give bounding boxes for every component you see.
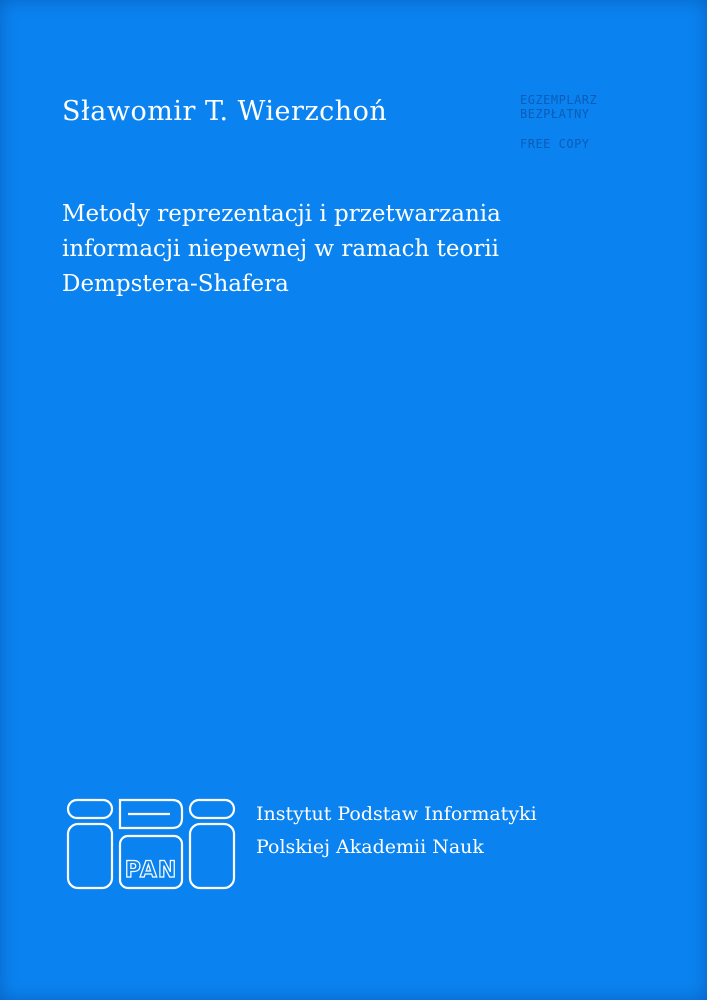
free-copy-stamp [520,93,597,151]
ipi-pan-logo-icon [66,798,236,890]
logo-text: PAN [124,858,178,883]
stamp-line-3: FREE COPY [520,137,590,151]
institute-line-1: Instytut Podstaw Informatyki [256,803,537,825]
author-name: Sławomir T. Wierzchoń [62,96,388,127]
title-line-2: informacji niepewnej w ramach teorii [62,236,500,262]
institute-line-2: Polskiej Akademii Nauk [256,836,484,858]
book-title [62,197,662,302]
institute-name [256,798,537,864]
title-line-1: Metody reprezentacji i przetwarzania [62,201,501,227]
stamp-line-2: BEZPŁATNY [520,107,590,121]
title-line-3: Dempstera-Shafera [62,271,289,297]
stamp-line-1: EGZEMPLARZ [520,93,598,107]
